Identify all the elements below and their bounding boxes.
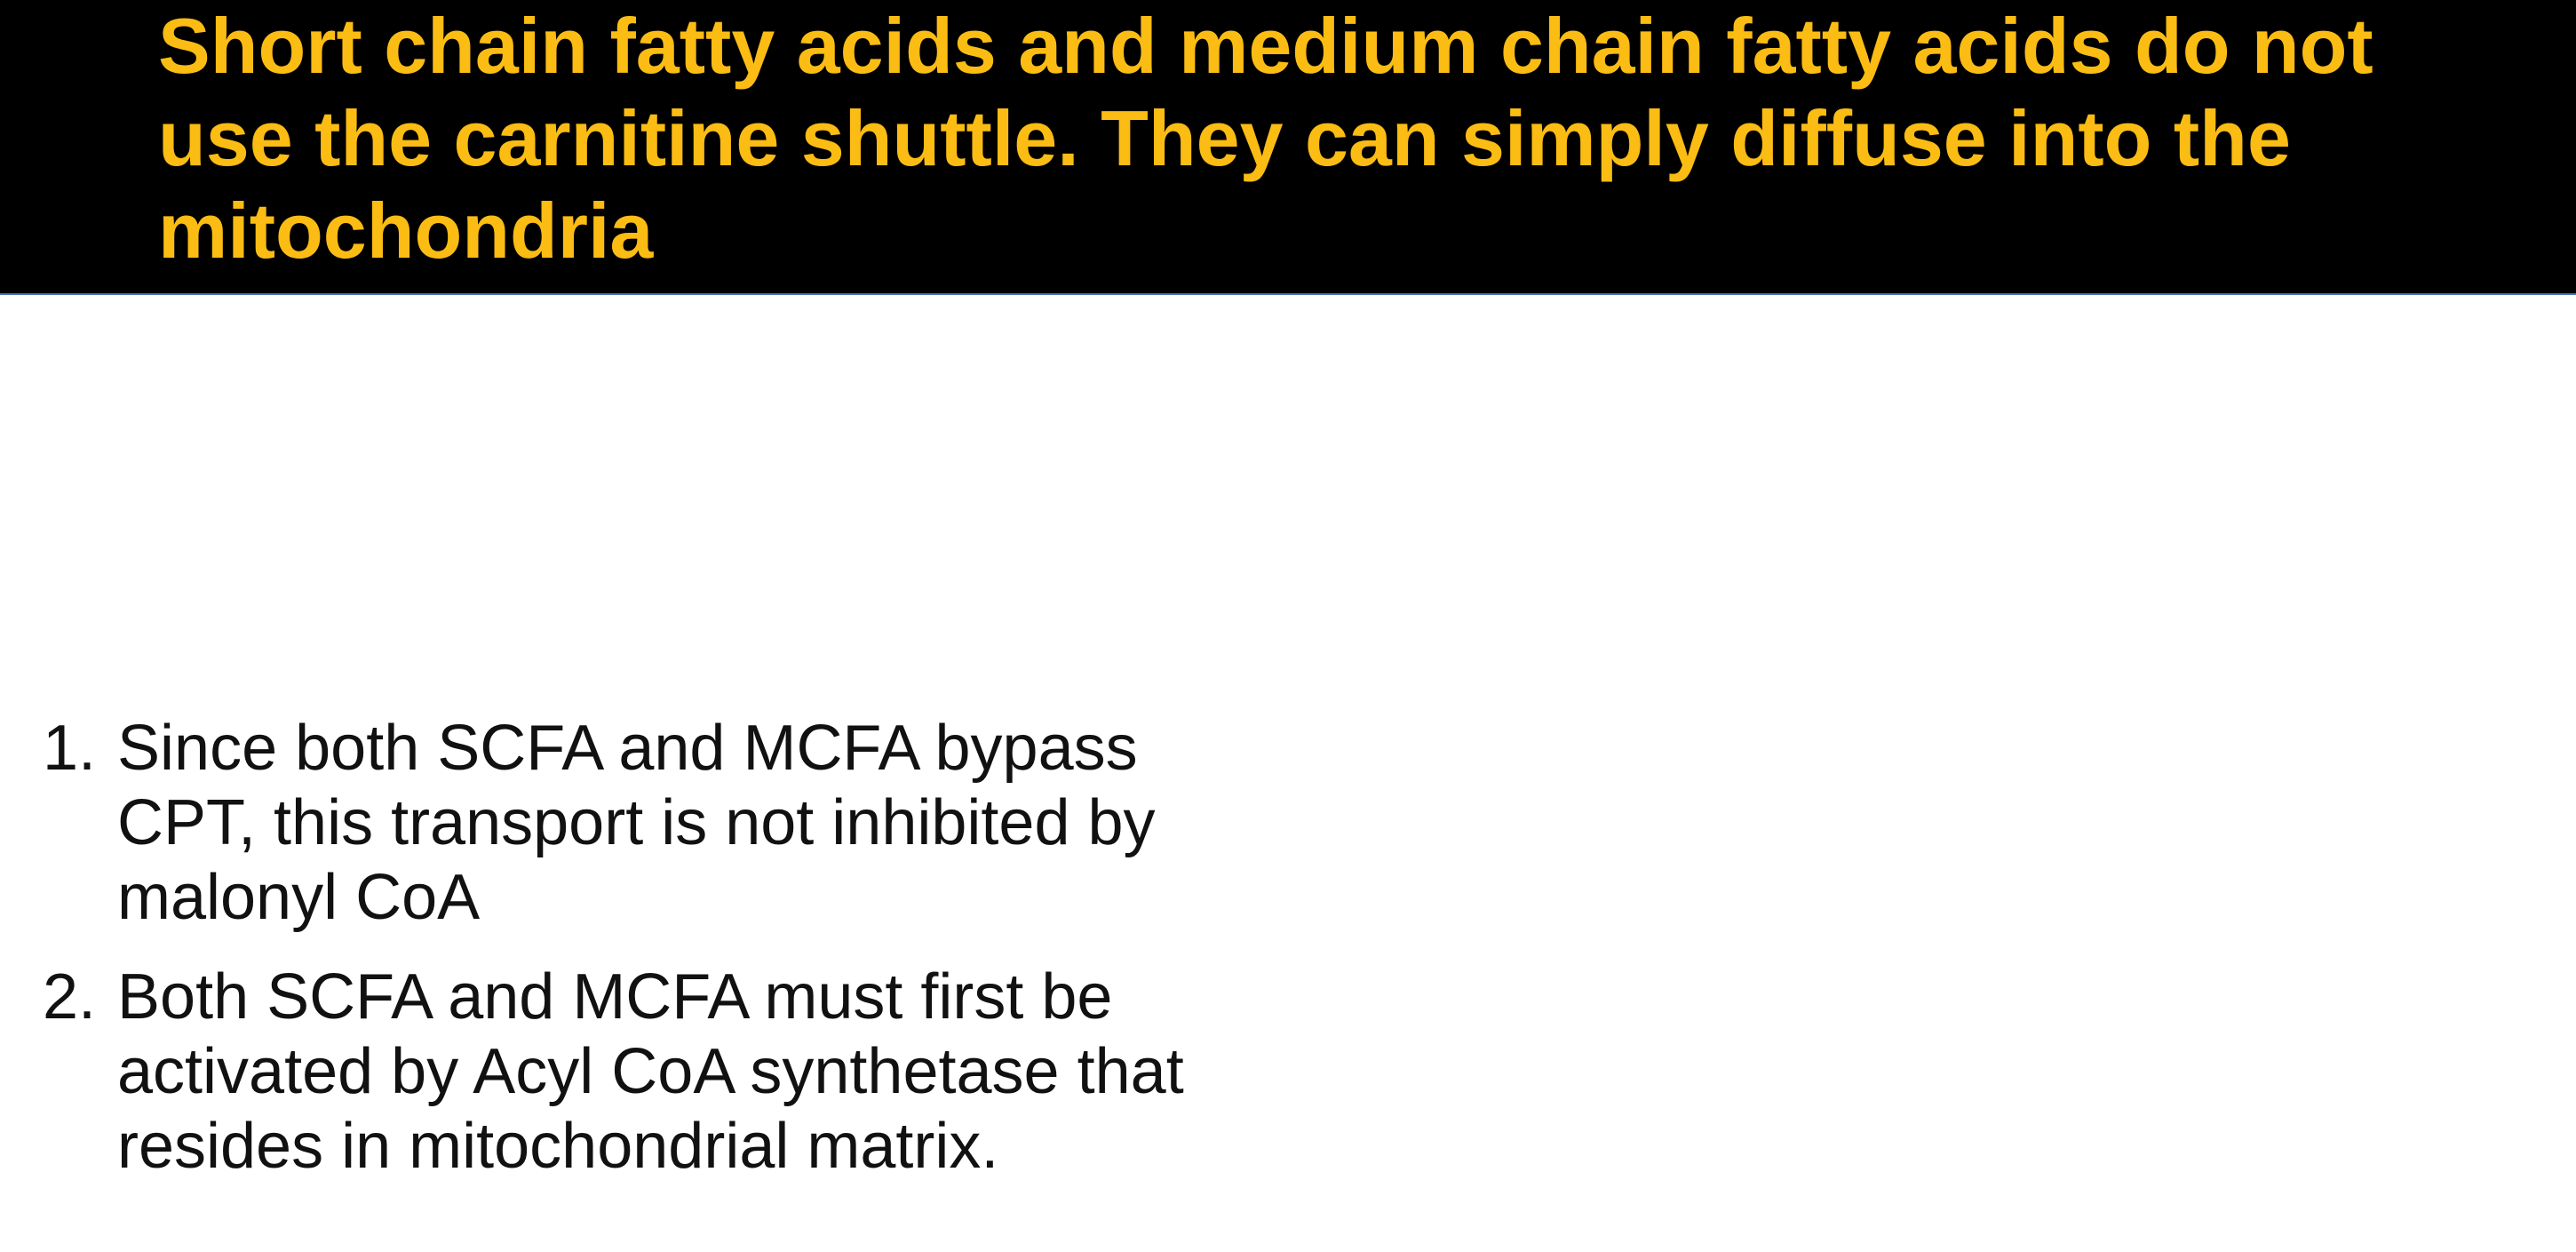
- list-item: [43, 960, 1322, 1184]
- list-item-number: 1.: [43, 713, 97, 784]
- list-item: [43, 711, 1322, 935]
- numbered-list: [43, 711, 1322, 1208]
- list-item-number: 2.: [43, 961, 97, 1033]
- list-item-text: Both SCFA and MCFA must first be activated by Acyl CoA synthetase that resides in mitochondrial matrix.: [117, 961, 1184, 1182]
- slide-title: Short chain fatty acids and medium chain fatty acids do not use the carnitine shuttle. They can simply diffuse into the mitochondria: [158, 2, 2373, 275]
- title-bar: [0, 0, 2576, 295]
- list-item-text: Since both SCFA and MCFA bypass CPT, this transport is not inhibited by malonyl CoA: [117, 713, 1156, 933]
